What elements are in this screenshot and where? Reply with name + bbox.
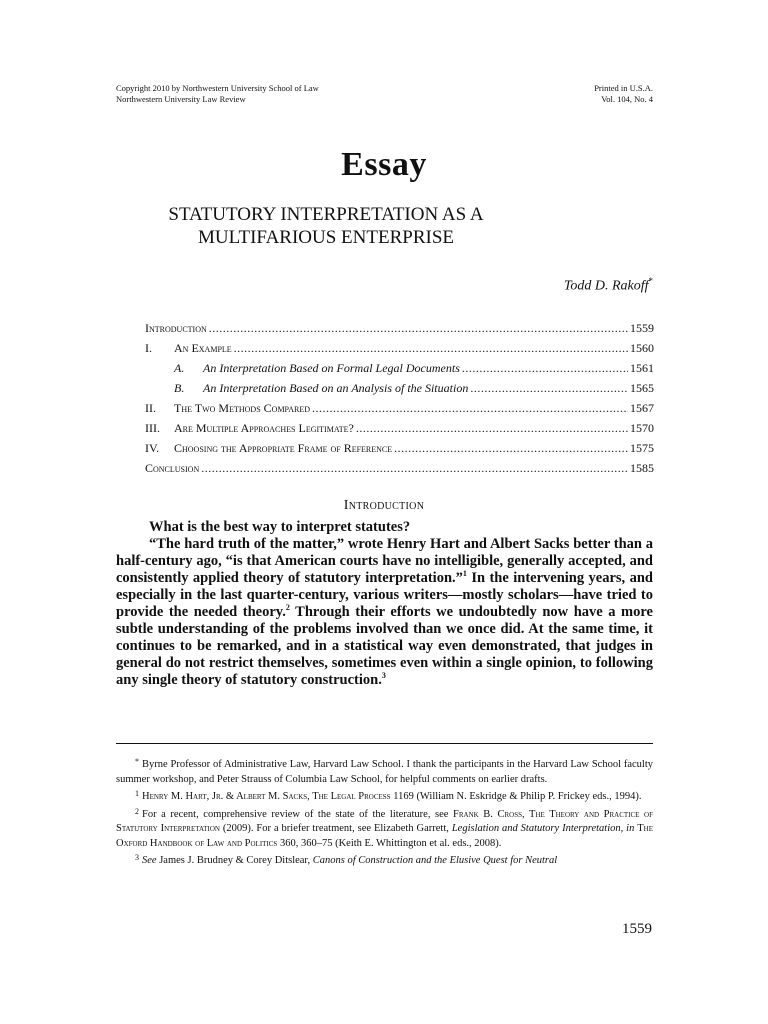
footnote-2 xyxy=(116,805,653,852)
toc-entry[interactable] xyxy=(145,321,654,341)
toc-number: A. xyxy=(174,361,185,375)
toc-page: 1560 xyxy=(630,341,654,355)
author-name: Todd D. Rakoff xyxy=(563,278,649,294)
toc-number: IV. xyxy=(145,441,160,455)
header-right xyxy=(594,83,653,105)
footnote-text: Byrne Professor of Administrative Law, Harvard Law School. I thank the participants in the Harvard Law School faculty summer workshop, and Peter Strauss of Columbia Law School, for helpful comments on earlier drafts. xyxy=(116,759,653,785)
toc-page: 1567 xyxy=(630,401,654,415)
citation-smallcaps: Henry M. Hart, Jr. & Albert M. Sacks, The Legal Process xyxy=(142,791,391,802)
toc-leader xyxy=(462,361,628,376)
toc-number: III. xyxy=(145,421,160,435)
table-of-contents xyxy=(145,321,654,481)
journal-name: Northwestern University Law Review xyxy=(116,94,246,104)
paragraph-2-text-c: Through their efforts we undoubtedly now have a more subtle understanding of the problems involved than we once did. At the same time, it continues to be remarked, and in a statistical way even demonstrated, that judges in general do not restrict themselves, sometimes even within a single opinion, to following any single theory of statutory construction. xyxy=(116,604,653,688)
toc-entry[interactable] xyxy=(145,461,654,481)
footnote-ref-2[interactable]: 2 xyxy=(285,603,290,613)
toc-number: B. xyxy=(174,381,185,395)
footnote-text: James J. Brudney & Corey Ditslear, xyxy=(156,855,313,866)
citation-italic: Legislation and Statutory Interpretation, in xyxy=(451,823,635,834)
footnote-mark: 2 xyxy=(135,806,139,816)
footnote-text: 360, 360–75 (Keith E. Whittington et al. eds., 2008). xyxy=(277,837,502,849)
footnote-3 xyxy=(116,851,653,869)
author-footnote-mark[interactable]: * xyxy=(648,276,653,286)
paragraph-2-text-b: In the intervening years, and especially in the last quarter-century, various writers—mostly scholars—have tried to provide the needed theory. xyxy=(116,570,653,620)
footnote-mark: 3 xyxy=(135,853,139,862)
essay-label: Essay xyxy=(341,146,427,183)
author-line xyxy=(564,276,653,295)
copyright-line: Copyright 2010 by Northwestern University School of Law xyxy=(116,83,319,93)
toc-label: Choosing the Appropriate Frame of Reference xyxy=(174,441,393,455)
footnote-ref-1[interactable]: 1 xyxy=(462,569,467,579)
toc-leader xyxy=(356,421,628,436)
toc-number: I. xyxy=(145,341,152,355)
toc-entry[interactable] xyxy=(145,381,654,401)
footnote-text: 1169 (William N. Eskridge & Philip P. Frickey eds., 1994). xyxy=(390,791,642,802)
printed-line: Printed in U.S.A. xyxy=(594,83,653,93)
toc-label: An Example xyxy=(174,341,232,355)
section-heading: Introduction xyxy=(343,498,425,513)
toc-label: An Interpretation Based on an Analysis of the Situation xyxy=(203,381,469,395)
citation-smallcaps: Frank B. Cross, The Theory and Practice of Statutory Interpretation xyxy=(116,808,653,834)
toc-entry[interactable] xyxy=(145,341,654,361)
toc-leader xyxy=(201,461,628,476)
toc-page: 1585 xyxy=(630,461,654,475)
page-number: 1559 xyxy=(622,921,652,937)
footnotes xyxy=(116,755,653,869)
footnote-divider xyxy=(116,743,653,744)
footnote-mark: * xyxy=(135,757,139,766)
toc-number: II. xyxy=(145,401,156,415)
footnote-ref-3[interactable]: 3 xyxy=(381,671,386,681)
toc-leader xyxy=(312,401,628,416)
toc-leader xyxy=(394,441,628,456)
header-left xyxy=(116,83,319,105)
footnote-text: For a recent, comprehensive review of the state of the literature, see xyxy=(142,808,454,820)
title-line-1: STATUTORY INTERPRETATION AS A xyxy=(168,204,484,225)
citation-italic: See xyxy=(142,855,157,866)
toc-label: Are Multiple Approaches Legitimate? xyxy=(174,421,354,435)
toc-page: 1565 xyxy=(630,381,654,395)
footnote-1 xyxy=(116,787,653,805)
footnote-mark: 1 xyxy=(135,789,139,798)
body-text xyxy=(116,519,653,689)
volume-line: Vol. 104, No. 4 xyxy=(601,94,653,104)
paragraph-1: What is the best way to interpret statutes? xyxy=(149,519,411,535)
toc-leader xyxy=(470,381,628,396)
footnote-star xyxy=(116,755,653,787)
toc-entry[interactable] xyxy=(145,401,654,421)
toc-page: 1570 xyxy=(630,421,654,435)
toc-label: Conclusion xyxy=(145,461,200,475)
title-line-2: MULTIFARIOUS ENTERPRISE xyxy=(198,227,454,248)
toc-leader xyxy=(209,321,628,336)
toc-label: Introduction xyxy=(145,321,207,335)
toc-entry[interactable] xyxy=(145,441,654,461)
toc-entry[interactable] xyxy=(145,361,654,381)
article-title xyxy=(116,203,536,249)
paragraph-2-text-a: “The hard truth of the matter,” wrote Henry Hart and Albert Sacks better than a half-century ago, “is that American courts have no intelligible, generally accepted, and consistently applied theory of statutory interpretation.” xyxy=(116,536,653,586)
citation-italic: Canons of Construction and the Elusive Quest for Neutral xyxy=(312,855,558,866)
toc-page: 1575 xyxy=(630,441,654,455)
citation-smallcaps: The Oxford Handbook of Law and Politics xyxy=(116,823,654,849)
footnote-text: (2009). For a briefer treatment, see Elizabeth Garrett, xyxy=(219,823,452,834)
toc-label: An Interpretation Based on Formal Legal Documents xyxy=(203,361,460,375)
paragraph-2 xyxy=(116,536,653,689)
toc-label: The Two Methods Compared xyxy=(174,401,311,415)
toc-page: 1561 xyxy=(630,361,654,375)
toc-entry[interactable] xyxy=(145,421,654,441)
toc-page: 1559 xyxy=(630,321,654,335)
toc-leader xyxy=(234,341,628,356)
